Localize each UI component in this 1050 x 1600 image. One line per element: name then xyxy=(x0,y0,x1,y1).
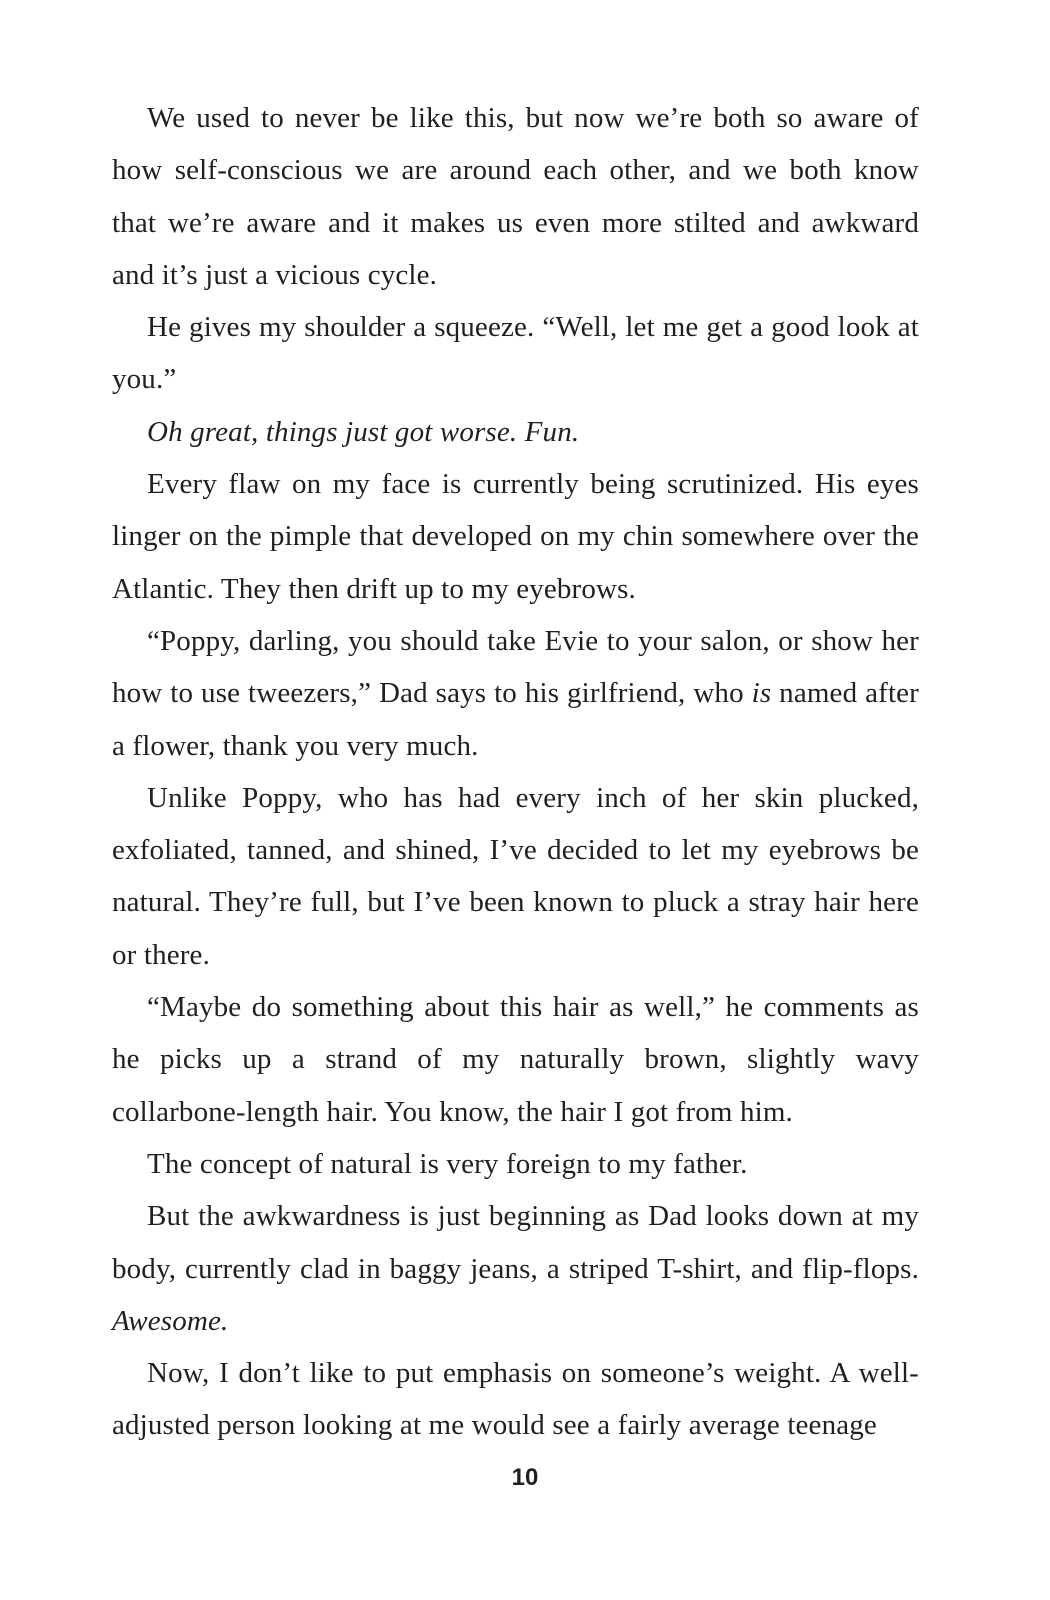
text-run: He gives my shoulder a squeeze. “Well, let me get a good look at you.” xyxy=(112,311,919,396)
text-run: We used to never be like this, but now we’re both so aware of how self-conscious we are around each other, and we both know that we’re aware and it makes us even more stilted and awkward and it’s just a vicious cycle. xyxy=(112,102,919,291)
italic-text: is xyxy=(751,677,772,710)
text-run: named after a flower, thank you very much. xyxy=(112,677,919,762)
paragraph xyxy=(112,981,919,1138)
paragraph xyxy=(112,615,919,772)
text-run: Now, I don’t like to put emphasis on someone’s weight. A well-adjusted person looking at me would see a fairly average teenage xyxy=(112,1357,919,1442)
paragraph xyxy=(112,301,919,406)
body-text xyxy=(112,92,919,1452)
paragraph xyxy=(112,458,919,615)
paragraph xyxy=(112,406,919,458)
text-run: The concept of natural is very foreign to my father. xyxy=(147,1147,748,1180)
text-run: “Poppy, darling, you should take Evie to your salon, or show her how to use tweezers,” Dad says to his girlfriend, who xyxy=(112,624,919,710)
text-run: Every flaw on my face is currently being scrutinized. His eyes linger on the pimple that developed on my chin somewhere over the Atlantic. They then drift up to my eyebrows. xyxy=(112,468,919,605)
text-run: Unlike Poppy, who has had every inch of her skin plucked, exfoliated, tanned, and shined, I’ve decided to let my eyebrows be natural. They’re full, but I’ve been known to pluck a stray hair here or there. xyxy=(112,781,919,971)
italic-text: Oh great, things just got worse. Fun. xyxy=(147,415,580,448)
paragraph xyxy=(112,772,919,981)
paragraph xyxy=(112,1138,919,1190)
paragraph xyxy=(112,92,919,301)
page-number: 10 xyxy=(511,1464,539,1491)
text-run: But the awkwardness is just beginning as Dad looks down at my body, currently clad in baggy jeans, a striped T-shirt, and flip-flops. xyxy=(112,1200,919,1285)
paragraph xyxy=(112,1347,919,1452)
italic-text: Awesome. xyxy=(112,1304,229,1337)
text-run: “Maybe do something about this hair as well,” he comments as he picks up a strand of my naturally brown, slightly wavy collarbone-length hair. You know, the hair I got from him. xyxy=(112,991,919,1128)
paragraph xyxy=(112,1190,919,1347)
